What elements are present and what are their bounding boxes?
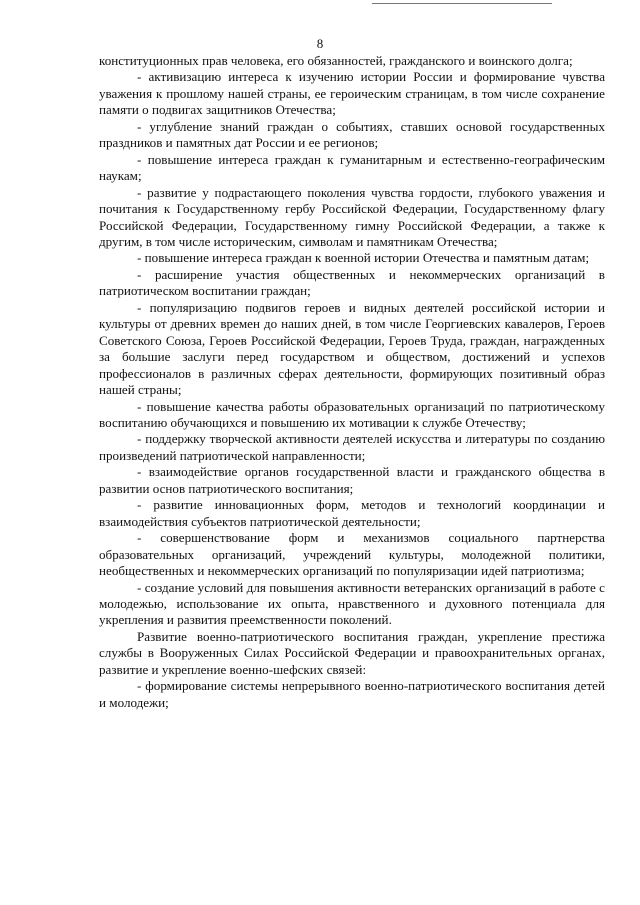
list-item: - поддержку творческой активности деятелей искусства и литературы по созданию произведений патриотической направленности; bbox=[99, 431, 605, 463]
page-number: 8 bbox=[316, 36, 324, 51]
section-paragraph: Развитие военно-патриотического воспитания граждан, укрепление престижа службы в Вооруженных Силах Российской Федерации и правоохранительных органах, развитие и укрепление военно-шефских связей: bbox=[99, 628, 605, 677]
list-item: - популяризацию подвигов героев и видных деятелей российской истории и культуры от древних времен до наших дней, в том числе Георгиевских кавалеров, Героев Советского Союза, Героев Российской Федерации, Героев Труда, граждан, награжденных за большие заслуги перед государством и обществом, достижений и успехов профессионалов в различных сферах деятельности, формирующих позитивный образ нашей страны; bbox=[99, 299, 605, 398]
list-item: - совершенствование форм и механизмов социального партнерства образовательных организаций, учреждений культуры, молодежной политики, необщественных и некоммерческих организаций по популяризации идей патриотизма; bbox=[99, 530, 605, 579]
list-item: - развитие у подрастающего поколения чувства гордости, глубокого уважения и почитания к Государственному гербу Российской Федерации, Государственному флагу Российской Федерации, Государственному гимну Российской Федерации, а также к другим, в том числе историческим, символам и памятникам Отечества; bbox=[99, 184, 605, 249]
list-item: - повышение интереса граждан к гуманитарным и естественно-географическим наукам; bbox=[99, 151, 605, 184]
list-item: - взаимодействие органов государственной власти и гражданского общества в развитии основ патриотического воспитания; bbox=[99, 464, 605, 496]
list-item: - углубление знаний граждан о событиях, ставших основой государственных праздников и памятных дат России и ее регионов; bbox=[99, 118, 605, 151]
list-item: - развитие инновационных форм, методов и технологий координации и взаимодействия субъектов патриотической деятельности; bbox=[99, 497, 605, 529]
list-item: - расширение участия общественных и некоммерческих организаций в патриотическом воспитании граждан; bbox=[99, 266, 605, 299]
document-body bbox=[99, 53, 605, 711]
list-item: - повышение интереса граждан к военной истории Отечества и памятным датам; bbox=[137, 250, 590, 266]
list-item: - формирование системы непрерывного военно-патриотического воспитания детей и молодежи; bbox=[99, 678, 605, 710]
list-item: - активизацию интереса к изучению истории России и формирование чувства уважения к прошлому нашей страны, ее героическим страницам, в том числе сохранение памяти о подвигах защитников Отечества; bbox=[99, 69, 605, 118]
top-border-line bbox=[372, 3, 552, 4]
paragraph: конституционных прав человека, его обязанностей, гражданского и воинского долга; bbox=[99, 53, 573, 68]
list-item: - повышение качества работы образовательных организаций по патриотическому воспитанию обучающихся и повышению их мотивации к службе Отечеству; bbox=[99, 398, 605, 430]
list-item: - создание условий для повышения активности ветеранских организаций в работе с молодежью, использование их опыта, нравственного и духовного потенциала для укрепления и развития преемственности поколений. bbox=[99, 579, 605, 628]
